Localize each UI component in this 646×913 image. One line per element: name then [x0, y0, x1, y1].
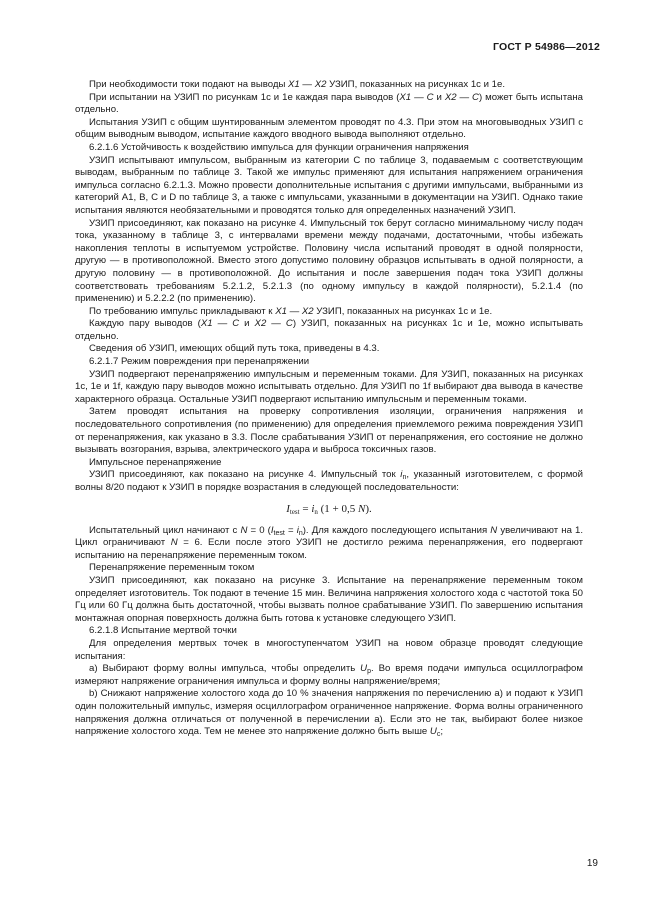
paragraph-6: УЗИП присоединяют, как показано на рисунке 4. Импульсный ток берут согласно минимальному числу подач тока, указанному в таблице 3, с интервалами времени между подачами, достаточными, чтобы избежать накопления теплоты в испытуемом устройстве. Половину числа испытаний проводят в одной полярности, другую — в противоположной. Вместо этого допустимо половину образцов испытывать в одной полярности, а другую половину — в противоположной. До испытания и после завершения подач тока УЗИП должны соответствовать требованиям 5.2.1.2, 5.2.1.3 (по одному импульсу в каждой полярности), 5.2.1.4 (по применению) и 5.2.2.2 (по применению).: [75, 217, 583, 305]
paragraph-9: Сведения об УЗИП, имеющих общий путь тока, приведены в 4.3.: [89, 343, 380, 355]
formula-test-current: $I_{test} = i_n$ (1 + 0,5 N).: [286, 502, 372, 516]
paragraph-11: УЗИП подвергают перенапряжению импульсным и переменным токами. Для УЗИП, показанных на рисунках 1с, 1е и 1f, каждую пару выводов можно испытывать отдельно. Для УЗИП по 1f выбирают два вывода в качестве характерного образца. Остальные УЗИП подвергают испытанию импульсным и переменным токами.: [75, 368, 583, 405]
paragraph-1: При необходимости токи подают на выводы X1 — X2 УЗИП, показанных на рисунках 1с и 1е.: [89, 79, 506, 90]
paragraph-8: Каждую пару выводов (X1 — C и X2 — C) УЗИП, показанных на рисунках 1с и 1е, можно испытывать отдельно.: [75, 318, 583, 342]
section-heading-6-2-1-7: 6.2.1.7 Режим повреждения при перенапряжении: [89, 356, 310, 368]
paragraph-5: УЗИП испытывают импульсом, выбранным из категории C по таблице 3, подаваемым с соответствующим выводам, выбранным по таблице 3. Такой же импульс применяют для испытания напряжением ограничения импульса согласно 6.2.1.3. Можно провести дополнительные испытания с другими импульсами, выбранными из категорий A1, B, C и D по таблице 3, а также с импульсами, указанными в документации на УЗИП. Однако такие испытания являются необязательными и проводятся только для определенных назначений УЗИП.: [75, 154, 583, 216]
subheading-ac-overvoltage: Перенапряжение переменным током: [89, 562, 255, 574]
standard-header: ГОСТ Р 54986—2012: [492, 41, 600, 53]
paragraph-15: Испытательный цикл начинают с N = 0 $(I_{test} = i_n)$. Для каждого последующего испытания N увеличивают на 1. Цикл ограничивают N = 6. Если после этого УЗИП не достигло режима перенапряжения, его подвергают испытанию на перенапряжение переменным током.: [75, 524, 584, 561]
section-heading-6-2-1-8: 6.2.1.8 Испытание мертвой точки: [89, 625, 237, 637]
paragraph-2: При испытании на УЗИП по рисункам 1с и 1е каждая пара выводов (X1 — C и X2 — C) может быть испытана отдельно.: [75, 91, 583, 116]
paragraph-19: Для определения мертвых точек в многоступенчатом УЗИП на новом образце проводят следующие испытания:: [75, 637, 583, 662]
section-heading-6-2-1-6: 6.2.1.6 Устойчивость к воздействию импульса для функции ограничения напряжения: [89, 141, 469, 153]
paragraph-3: Испытания УЗИП с общим шунтированным элементом проводят по 4.3. При этом на многовыводных УЗИП с общим выводным выводом, испытание каждого вводного вывода выполняют отдельно.: [75, 116, 583, 141]
list-item-a: а) Выбирают форму волны импульса, чтобы определить $U_p$. Во время подачи импульса осциллографом измеряют напряжение ограничения импульса и форму волны напряжение/время;: [75, 663, 583, 687]
paragraph-17: УЗИП присоединяют, как показано на рисунке 3. Испытание на перенапряжение переменным током определяет изготовитель. Ток подают в течение 15 мин. Величина напряжения холостого хода с частотой тока 50 Гц или 60 Гц должна быть достаточной, чтобы вызвать полное срабатывание УЗИП. По завершению испытания монтажная опорная поверхность должна быть готова к установке следующего УЗИП.: [75, 574, 583, 624]
page-number: 19: [586, 858, 598, 869]
list-item-b: b) Снижают напряжение холостого хода до 10 % значения напряжения по перечислению а) и подают к УЗИП один положительный импульс, измеряя осциллографом ограниченное напряжение. Форма волны ограниченного напряжения должна отличаться от полученной в перечислении а). Если это не так, выбирают более низкое напряжение холостого хода. Тем не менее это напряжение должно быть выше $U_c$;: [75, 688, 583, 739]
paragraph-12: Затем проводят испытания на проверку сопротивления изоляции, ограничения напряжения и последовательного сопротивления (по применению) для определения приемлемого режима повреждения УЗИП от перенапряжения, как указано в 3.3. После срабатывания УЗИП от перенапряжения, его состояние не должно вызывать возгорания, взрыва, электрического удара и выброса токсичных газов.: [75, 406, 583, 456]
document-body: [75, 79, 583, 739]
subheading-impulse-overvoltage: Импульсное перенапряжение: [89, 456, 222, 468]
paragraph-14: УЗИП присоединяют, как показано на рисунке 4. Импульсный ток $i_n$, указанный изготовителем, с формой волны 8/20 подают к УЗИП в порядке возрастания в следующей последовательности:: [75, 469, 583, 493]
paragraph-7: По требованию импульс прикладывают к X1 — X2 УЗИП, показанных на рисунках 1с и 1е.: [89, 305, 493, 317]
